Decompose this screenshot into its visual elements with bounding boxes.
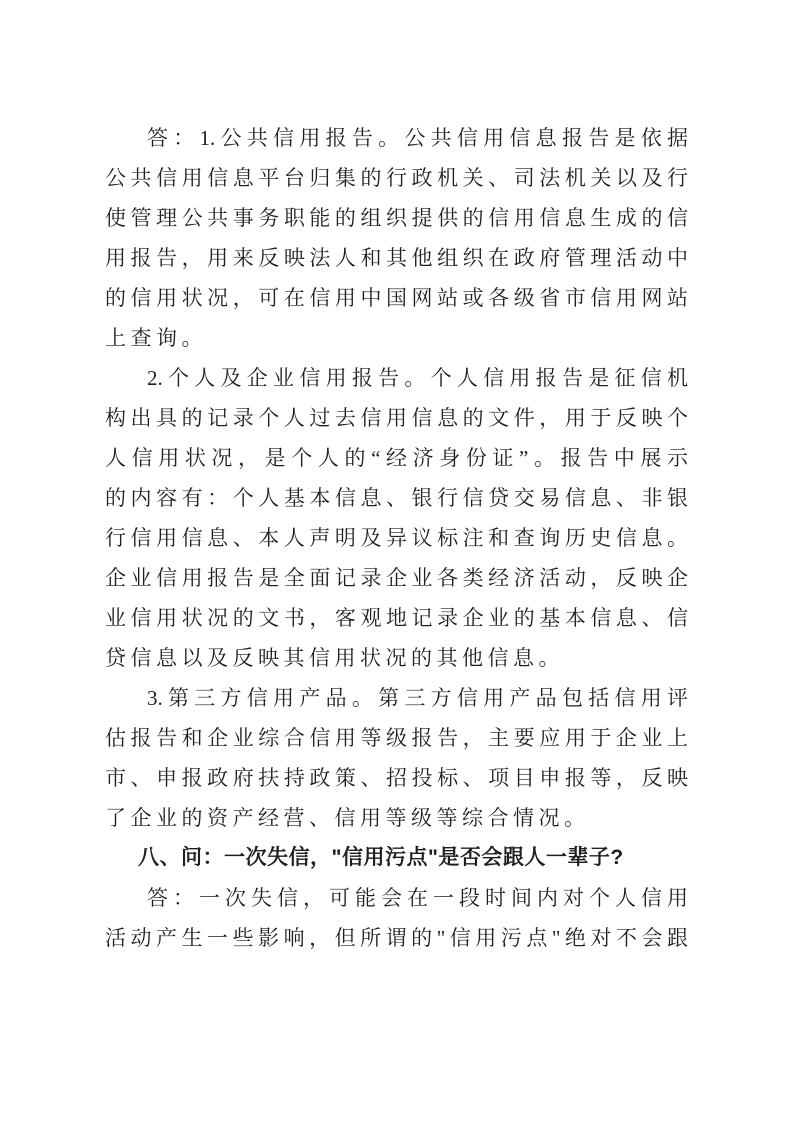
text-line: 企业信用报告是全面记录企业各类经济活动，反映企	[105, 566, 688, 590]
text-line: 答：1.公共信用报告。公共信用信息报告是依据	[147, 126, 688, 150]
text-line: 行信用信息、本人声明及异议标注和查询历史信息。	[105, 526, 688, 550]
text-block	[105, 118, 688, 958]
text-line: 估报告和企业综合信用等级报告，主要应用于企业上	[105, 726, 688, 750]
text-line: 使管理公共事务职能的组织提供的信用信息生成的信	[105, 206, 688, 230]
text-line: 的信用状况，可在信用中国网站或各级省市信用网站	[105, 286, 688, 310]
heading-line: 八、问：一次失信，"信用污点"是否会跟人一辈子?	[138, 846, 624, 869]
text-line: 上查询。	[105, 326, 207, 350]
text-line: 业信用状况的文书，客观地记录企业的基本信息、信	[105, 606, 688, 630]
text-line: 的内容有：个人基本信息、银行信贷交易信息、非银	[105, 486, 688, 510]
text-line: 公共信用信息平台归集的行政机关、司法机关以及行	[105, 166, 688, 190]
text-line: 市、申报政府扶持政策、招投标、项目申报等，反映	[105, 766, 688, 790]
text-line: 人信用状况，是个人的“经济身份证”。报告中展示	[105, 446, 688, 470]
text-line: 用报告，用来反映法人和其他组织在政府管理活动中	[105, 246, 688, 270]
text-line: 构出具的记录个人过去信用信息的文件，用于反映个	[105, 406, 688, 430]
text-line: 2.个人及企业信用报告。个人信用报告是征信机	[147, 366, 688, 390]
text-line: 贷信息以及反映其信用状况的其他信息。	[105, 646, 564, 670]
text-line: 3.第三方信用产品。第三方信用产品包括信用评	[147, 686, 688, 710]
text-line: 活动产生一些影响，但所谓的"信用污点"绝对不会跟	[105, 926, 688, 950]
text-line: 了企业的资产经营、信用等级等综合情况。	[105, 806, 590, 830]
text-line: 答：一次失信，可能会在一段时间内对个人信用	[147, 886, 688, 910]
